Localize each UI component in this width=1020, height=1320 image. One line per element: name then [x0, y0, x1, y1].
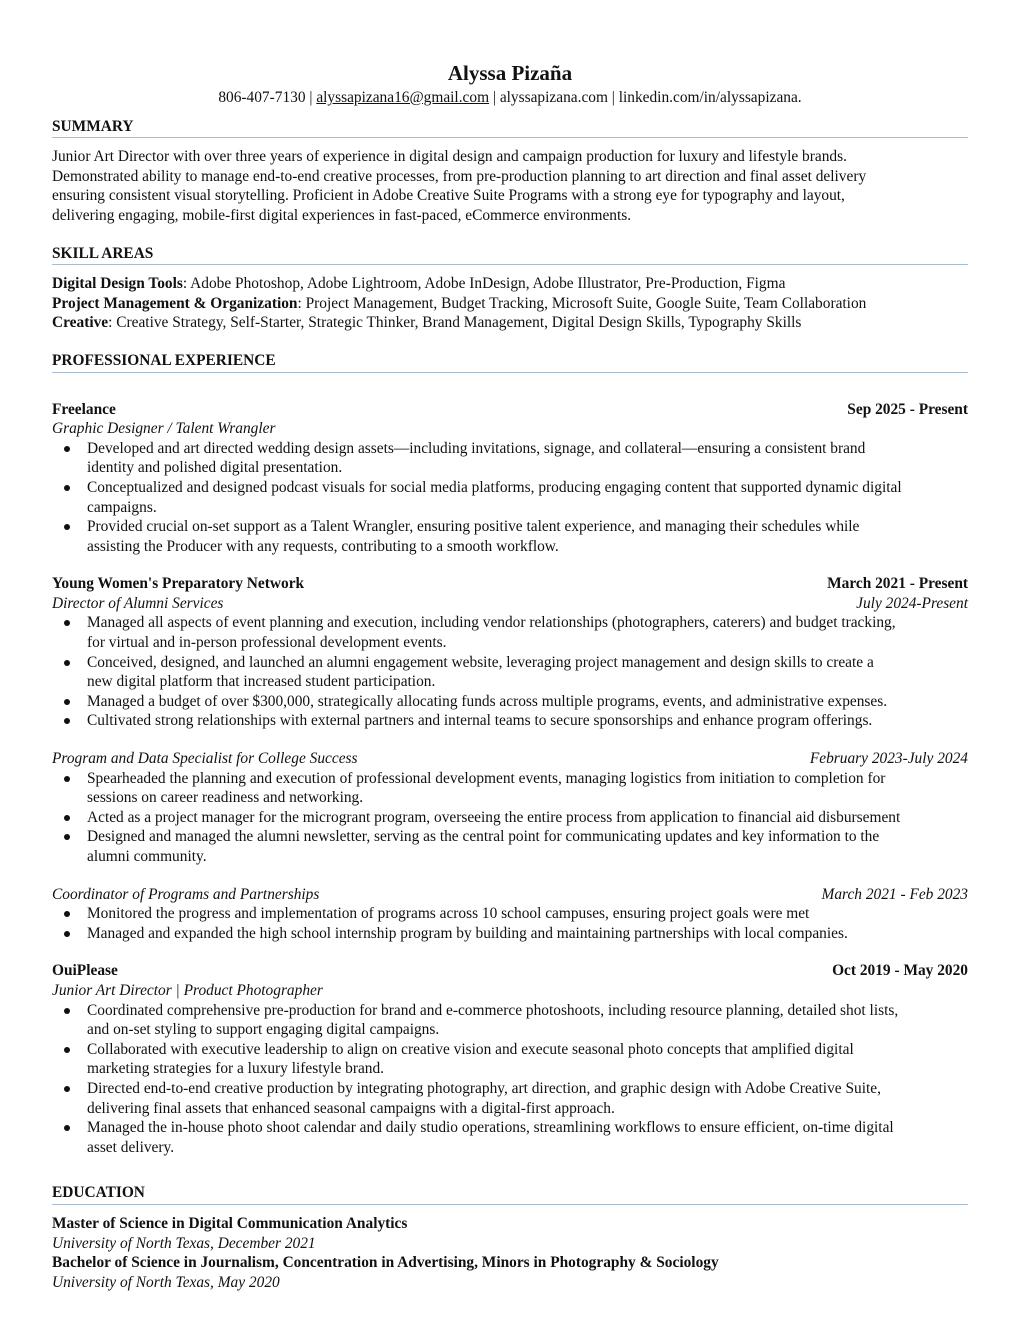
skill-value: : Project Management, Budget Tracking, Microsoft Suite, Google Suite, Team Collaboration — [297, 294, 867, 312]
ywpn-role3-bullets — [52, 904, 968, 943]
job-dates: Oct 2019 - May 2020 — [832, 962, 968, 980]
skill-row-creative — [52, 313, 968, 333]
role-dates: February 2023-July 2024 — [809, 750, 968, 768]
list-item — [52, 517, 968, 556]
skill-label: Digital Design Tools — [52, 275, 183, 293]
skill-label: Creative — [52, 314, 109, 332]
skills-heading: SKILL AREAS — [52, 244, 968, 266]
job-dates: Sep 2025 - Present — [847, 400, 968, 418]
list-item — [52, 808, 968, 828]
list-item — [52, 827, 968, 866]
summary-heading: SUMMARY — [52, 117, 968, 139]
company-name: Freelance — [52, 400, 116, 418]
bullet-line: Monitored the progress and implementation of programs across 10 school campuses, ensuring project goals were met — [87, 905, 810, 923]
job-header-ouiplease — [52, 961, 968, 981]
bullet-line: alumni community. — [87, 848, 207, 865]
skill-row-project-management — [52, 294, 968, 314]
role-header — [52, 749, 968, 769]
skill-value: : Adobe Photoshop, Adobe Lightroom, Adobe InDesign, Adobe Illustrator, Pre-Production, Figma — [182, 275, 786, 293]
bullet-line: for virtual and in-person professional development events. — [87, 634, 447, 652]
bullet-line: delivering final assets that enhanced seasonal campaigns with a digital-first approach. — [87, 1099, 615, 1117]
job-title: Coordinator of Programs and Partnerships — [52, 885, 320, 903]
skill-label: Project Management & Organization — [52, 294, 298, 312]
bullet-line: new digital platform that increased student participation. — [87, 673, 436, 691]
list-item — [52, 692, 968, 712]
bullet-line: sessions on career readiness and networking. — [87, 789, 364, 807]
education-heading: EDUCATION — [52, 1183, 968, 1205]
bullet-line: Conceived, designed, and launched an alumni engagement website, leveraging project management and design skills to create a — [87, 653, 874, 671]
bullet-line: Developed and art directed wedding design assets—including invitations, signage, and collateral—ensuring a consistent brand — [87, 439, 866, 457]
bullet-line: campaigns. — [87, 498, 157, 516]
contact-line — [52, 88, 968, 108]
email-link[interactable]: alyssapizana16@gmail.com — [316, 89, 490, 106]
list-item — [52, 439, 968, 478]
job-title: Program and Data Specialist for College Success — [52, 750, 358, 768]
contact-websites: | alyssapizana.com | linkedin.com/in/alyssapizana. — [489, 89, 802, 106]
list-item — [52, 478, 968, 517]
degree-title: Master of Science in Digital Communication Analytics — [52, 1214, 408, 1232]
bullet-line: assisting the Producer with any requests, contributing to a smooth workflow. — [87, 537, 559, 555]
list-item — [52, 1040, 968, 1079]
list-item — [52, 769, 968, 808]
bullet-line: Spearheaded the planning and execution of professional development events, managing logistics from initiation to completion for — [87, 769, 886, 787]
skill-value: : Creative Strategy, Self-Starter, Strategic Thinker, Brand Management, Digital Design Skills, Typography Skills — [108, 314, 802, 332]
bullet-line: Conceptualized and designed podcast visuals for social media platforms, producing engaging content that supported dynamic digital — [87, 478, 902, 496]
contact-phone: 806-407-7130 | — [218, 89, 317, 106]
list-item — [52, 711, 968, 731]
list-item — [52, 904, 968, 924]
degree-title: Bachelor of Science in Journalism, Concentration in Advertising, Minors in Photography & Sociology — [52, 1254, 719, 1272]
bullet-line: Managed the in-house photo shoot calendar and daily studio operations, streamlining workflows to ensure efficient, on-time digital — [87, 1119, 894, 1137]
skill-row-design-tools — [52, 274, 968, 294]
ouiplease-bullets — [52, 1001, 968, 1158]
bullet-line: Cultivated strong relationships with external partners and internal teams to secure sponsorships and enhance program offerings. — [87, 712, 873, 730]
company-name: Young Women's Preparatory Network — [52, 575, 305, 593]
bullet-line: Acted as a project manager for the microgrant program, overseeing the entire process from application to financial aid disbursement — [87, 808, 901, 826]
bullet-line: marketing strategies for a luxury lifestyle brand. — [87, 1060, 385, 1078]
bullet-line: Coordinated comprehensive pre-production for brand and e-commerce photoshoots, including resource planning, detailed shot lists, — [87, 1001, 899, 1019]
company-name: OuiPlease — [52, 962, 118, 980]
bullet-line: and on-set styling to support engaging digital campaigns. — [87, 1021, 440, 1039]
bullet-line: Collaborated with executive leadership to align on creative vision and execute seasonal photo concepts that amplified digital — [87, 1040, 854, 1058]
role-dates: March 2021 - Feb 2023 — [821, 885, 968, 903]
role-header — [52, 885, 968, 905]
list-item — [52, 924, 968, 944]
list-item — [52, 1079, 968, 1118]
degree-school: University of North Texas, May 2020 — [52, 1273, 280, 1291]
bullet-line: Managed and expanded the high school internship program by building and maintaining partnerships with local companies. — [87, 924, 848, 942]
education-list — [52, 1214, 968, 1292]
freelance-bullets — [52, 439, 968, 557]
summary-line: Demonstrated ability to manage end-to-end creative processes, from pre-production planning to art direction and final asset delivery — [52, 167, 867, 185]
job-dates: March 2021 - Present — [827, 575, 968, 593]
bullet-line: Managed all aspects of event planning and execution, including vendor relationships (photographers, caterers) and budget tracking, — [87, 614, 896, 632]
list-item — [52, 613, 968, 652]
list-item — [52, 653, 968, 692]
summary-line: Junior Art Director with over three years of experience in digital design and campaign production for luxury and lifestyle brands. — [52, 148, 847, 166]
bullet-line: Designed and managed the alumni newsletter, serving as the central point for communicating updates and key information to the — [87, 828, 880, 846]
bullet-line: identity and polished digital presentation. — [87, 459, 343, 477]
job-title: Graphic Designer / Talent Wrangler — [52, 420, 276, 438]
list-item — [52, 1118, 968, 1157]
degree-school: University of North Texas, December 2021 — [52, 1234, 316, 1252]
job-header-ywpn — [52, 574, 968, 594]
role-dates: July 2024-Present — [856, 594, 968, 612]
bullet-line: asset delivery. — [87, 1138, 175, 1156]
list-item — [52, 1001, 968, 1040]
role-header — [52, 594, 968, 614]
bullet-line: Provided crucial on-set support as a Talent Wrangler, ensuring positive talent experience, and managing their schedules while — [87, 518, 860, 536]
ywpn-role2-bullets — [52, 769, 968, 867]
job-title: Director of Alumni Services — [52, 594, 224, 612]
summary-line: ensuring consistent visual storytelling. Proficient in Adobe Creative Suite Programs with a strong eye for typography and layout, — [52, 187, 845, 205]
experience-heading: PROFESSIONAL EXPERIENCE — [52, 351, 968, 373]
candidate-name: Alyssa Pizaña — [447, 61, 573, 85]
job-title: Junior Art Director | Product Photographer — [52, 981, 323, 999]
bullet-line: Directed end-to-end creative production by integrating photography, art direction, and graphic design with Adobe Creative Suite, — [87, 1079, 881, 1097]
job-header-freelance — [52, 400, 968, 420]
summary-text — [52, 147, 968, 225]
summary-line: delivering engaging, mobile-first digital experiences in fast-paced, eCommerce environments. — [52, 206, 632, 224]
ywpn-role1-bullets — [52, 613, 968, 731]
bullet-line: Managed a budget of over $300,000, strategically allocating funds across multiple programs, events, and administrative expenses. — [87, 692, 888, 710]
